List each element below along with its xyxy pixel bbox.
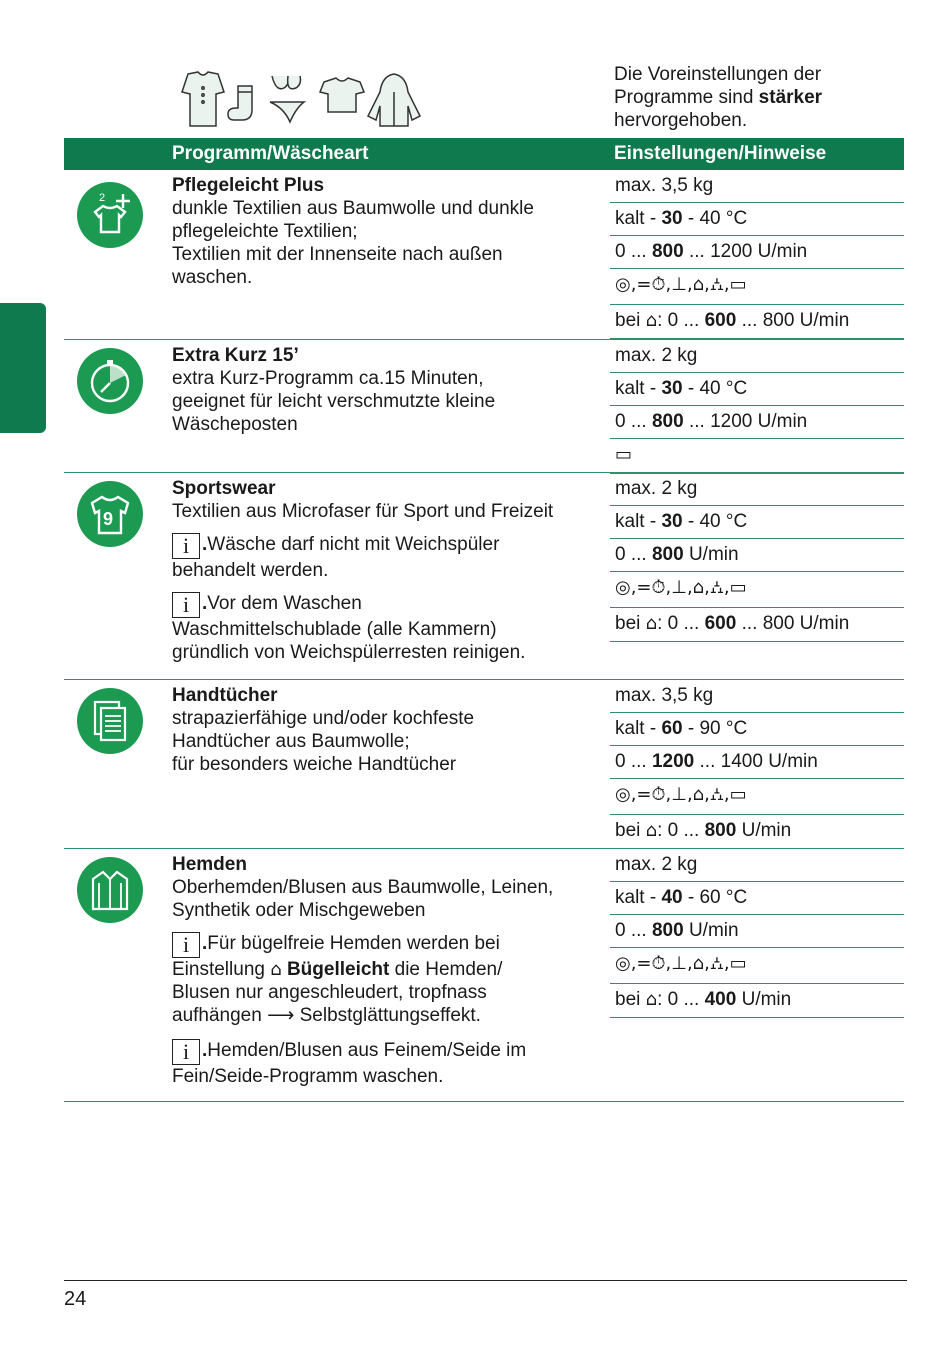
option-symbols: ◎,=⏱,⊥,⌂,⛼,▭ (610, 948, 904, 984)
info-icon: i (172, 932, 200, 958)
program-desc: Textilien mit der Innenseite nach außen (172, 244, 503, 265)
setting-load: max. 3,5 kg (610, 170, 904, 203)
program-hemden (64, 849, 904, 1101)
setting-temp: kalt - 60 - 90 °C (610, 713, 904, 746)
program-text (172, 344, 602, 436)
program-desc: pflegeleichte Textilien; (172, 221, 358, 242)
svg-text:2: 2 (99, 192, 106, 204)
program-pflegeleicht-plus (64, 170, 904, 339)
page-number: 24 (64, 1288, 87, 1310)
clothes-icons (172, 70, 427, 132)
setting-load: max. 2 kg (610, 340, 904, 373)
svg-text:9: 9 (103, 509, 114, 529)
intro-note (614, 63, 914, 132)
arrow-icon: ⟶ (267, 1005, 295, 1026)
jacket-icon (368, 74, 420, 126)
iron-icon: ⌂ (645, 613, 658, 634)
program-settings (610, 170, 904, 339)
setting-iron-spin: bei ⌂: 0 ... 800 U/min (610, 815, 904, 849)
intro-line: Programme sind stärker (614, 87, 823, 108)
program-desc: Textilien aus Microfaser für Sport und Freizeit (172, 501, 554, 522)
setting-load: max. 2 kg (610, 849, 904, 882)
setting-spin: 0 ... 800 ... 1200 U/min (610, 406, 904, 439)
program-desc: strapazierfähige und/oder kochfeste (172, 708, 475, 729)
intro-line: hervorgehoben. (614, 110, 748, 131)
option-symbols (610, 439, 904, 474)
chapter-tab (0, 303, 46, 433)
program-desc: extra Kurz-Programm ca.15 Minuten, (172, 368, 484, 389)
iron-icon: ⌂ (645, 310, 658, 331)
underwear-icon (270, 76, 304, 122)
program-title: Hemden (172, 854, 247, 875)
setting-temp: kalt - 40 - 60 °C (610, 882, 904, 915)
info-icon: i (172, 1039, 200, 1065)
intro-line: Die Voreinstellungen der (614, 64, 822, 85)
iron-icon: ⌂ (270, 959, 282, 980)
program-text (172, 853, 602, 1088)
program-settings (610, 340, 904, 474)
program-sportswear (64, 473, 904, 679)
program-handtuecher (64, 680, 904, 848)
program-title: Sportswear (172, 478, 276, 499)
dress-icon (182, 72, 224, 126)
setting-temp: kalt - 30 - 40 °C (610, 506, 904, 539)
towels-icon (77, 688, 143, 754)
info-icon: i (172, 533, 200, 559)
setting-load: max. 2 kg (610, 473, 904, 506)
setting-temp: kalt - 30 - 40 °C (610, 373, 904, 406)
footer-rule (64, 1280, 907, 1281)
setting-spin: 0 ... 800 ... 1200 U/min (610, 236, 904, 269)
info-note: i .Für bügelfreie Hemden werden bei Einstellung ⌂ Bügelleicht die Hemden/ Blusen nur angeschleudert, tropfnass aufhängen ⟶ Selbstglättungseffekt. (172, 932, 503, 1026)
program-desc: für besonders weiche Handtücher (172, 754, 457, 775)
program-desc: Wäscheposten (172, 414, 298, 435)
program-desc: geeignet für leicht verschmutzte kleine (172, 391, 496, 412)
program-text (172, 477, 602, 664)
setting-spin: 0 ... 800 U/min (610, 915, 904, 948)
sport-jersey-icon (77, 481, 143, 547)
setting-iron-spin: bei ⌂: 0 ... 400 U/min (610, 984, 904, 1018)
info-note: i .Hemden/Blusen aus Feinem/Seide im Fein/Seide-Programm waschen. (172, 1039, 527, 1087)
setting-spin: 0 ... 1200 ... 1400 U/min (610, 746, 904, 779)
shirt-icon (77, 857, 143, 923)
info-note: i .Vor dem Waschen Waschmittelschublade (alle Kammern) gründlich von Weichspülerresten reinigen. (172, 592, 526, 663)
stopwatch-icon (77, 348, 143, 414)
header-settings: Einstellungen/Hinweise (614, 143, 827, 164)
program-text (172, 684, 602, 776)
iron-icon: ⌂ (645, 820, 658, 841)
setting-iron-spin: bei ⌂: 0 ... 600 ... 800 U/min (610, 608, 904, 642)
setting-iron-spin: bei ⌂: 0 ... 600 ... 800 U/min (610, 305, 904, 339)
iron-icon: ⌂ (645, 989, 658, 1010)
program-title: Extra Kurz 15’ (172, 345, 299, 366)
sock-icon (228, 86, 252, 120)
setting-temp: kalt - 30 - 40 °C (610, 203, 904, 236)
program-desc: dunkle Textilien aus Baumwolle und dunkle (172, 198, 534, 219)
wash-option-icon: ▭ (615, 444, 633, 465)
info-note: i .Wäsche darf nicht mit Weichspüler behandelt werden. (172, 533, 500, 581)
option-symbols: ◎,=⏱,⊥,⌂,⛼,▭ (610, 572, 904, 608)
option-symbols: ◎,=⏱,⊥,⌂,⛼,▭ (610, 779, 904, 815)
setting-load: max. 3,5 kg (610, 680, 904, 713)
easycare-plus-icon (77, 182, 143, 248)
program-desc: Handtücher aus Baumwolle; (172, 731, 410, 752)
program-text (172, 174, 602, 289)
option-symbols: ◎,=⏱,⊥,⌂,⛼,▭ (610, 269, 904, 305)
header-program: Programm/Wäscheart (172, 143, 369, 164)
setting-spin: 0 ... 800 U/min (610, 539, 904, 572)
tshirt-icon (320, 78, 364, 112)
program-desc: Synthetik oder Mischgeweben (172, 900, 426, 921)
program-title: Handtücher (172, 685, 278, 706)
program-extra-kurz (64, 340, 904, 472)
program-settings (610, 473, 904, 642)
row-divider (64, 1101, 904, 1102)
program-settings (610, 849, 904, 1018)
program-desc: Oberhemden/Blusen aus Baumwolle, Leinen, (172, 877, 554, 898)
info-icon: i (172, 592, 200, 618)
table-header (64, 138, 904, 170)
program-settings (610, 680, 904, 849)
program-title: Pflegeleicht Plus (172, 175, 325, 196)
program-desc: waschen. (172, 267, 253, 288)
